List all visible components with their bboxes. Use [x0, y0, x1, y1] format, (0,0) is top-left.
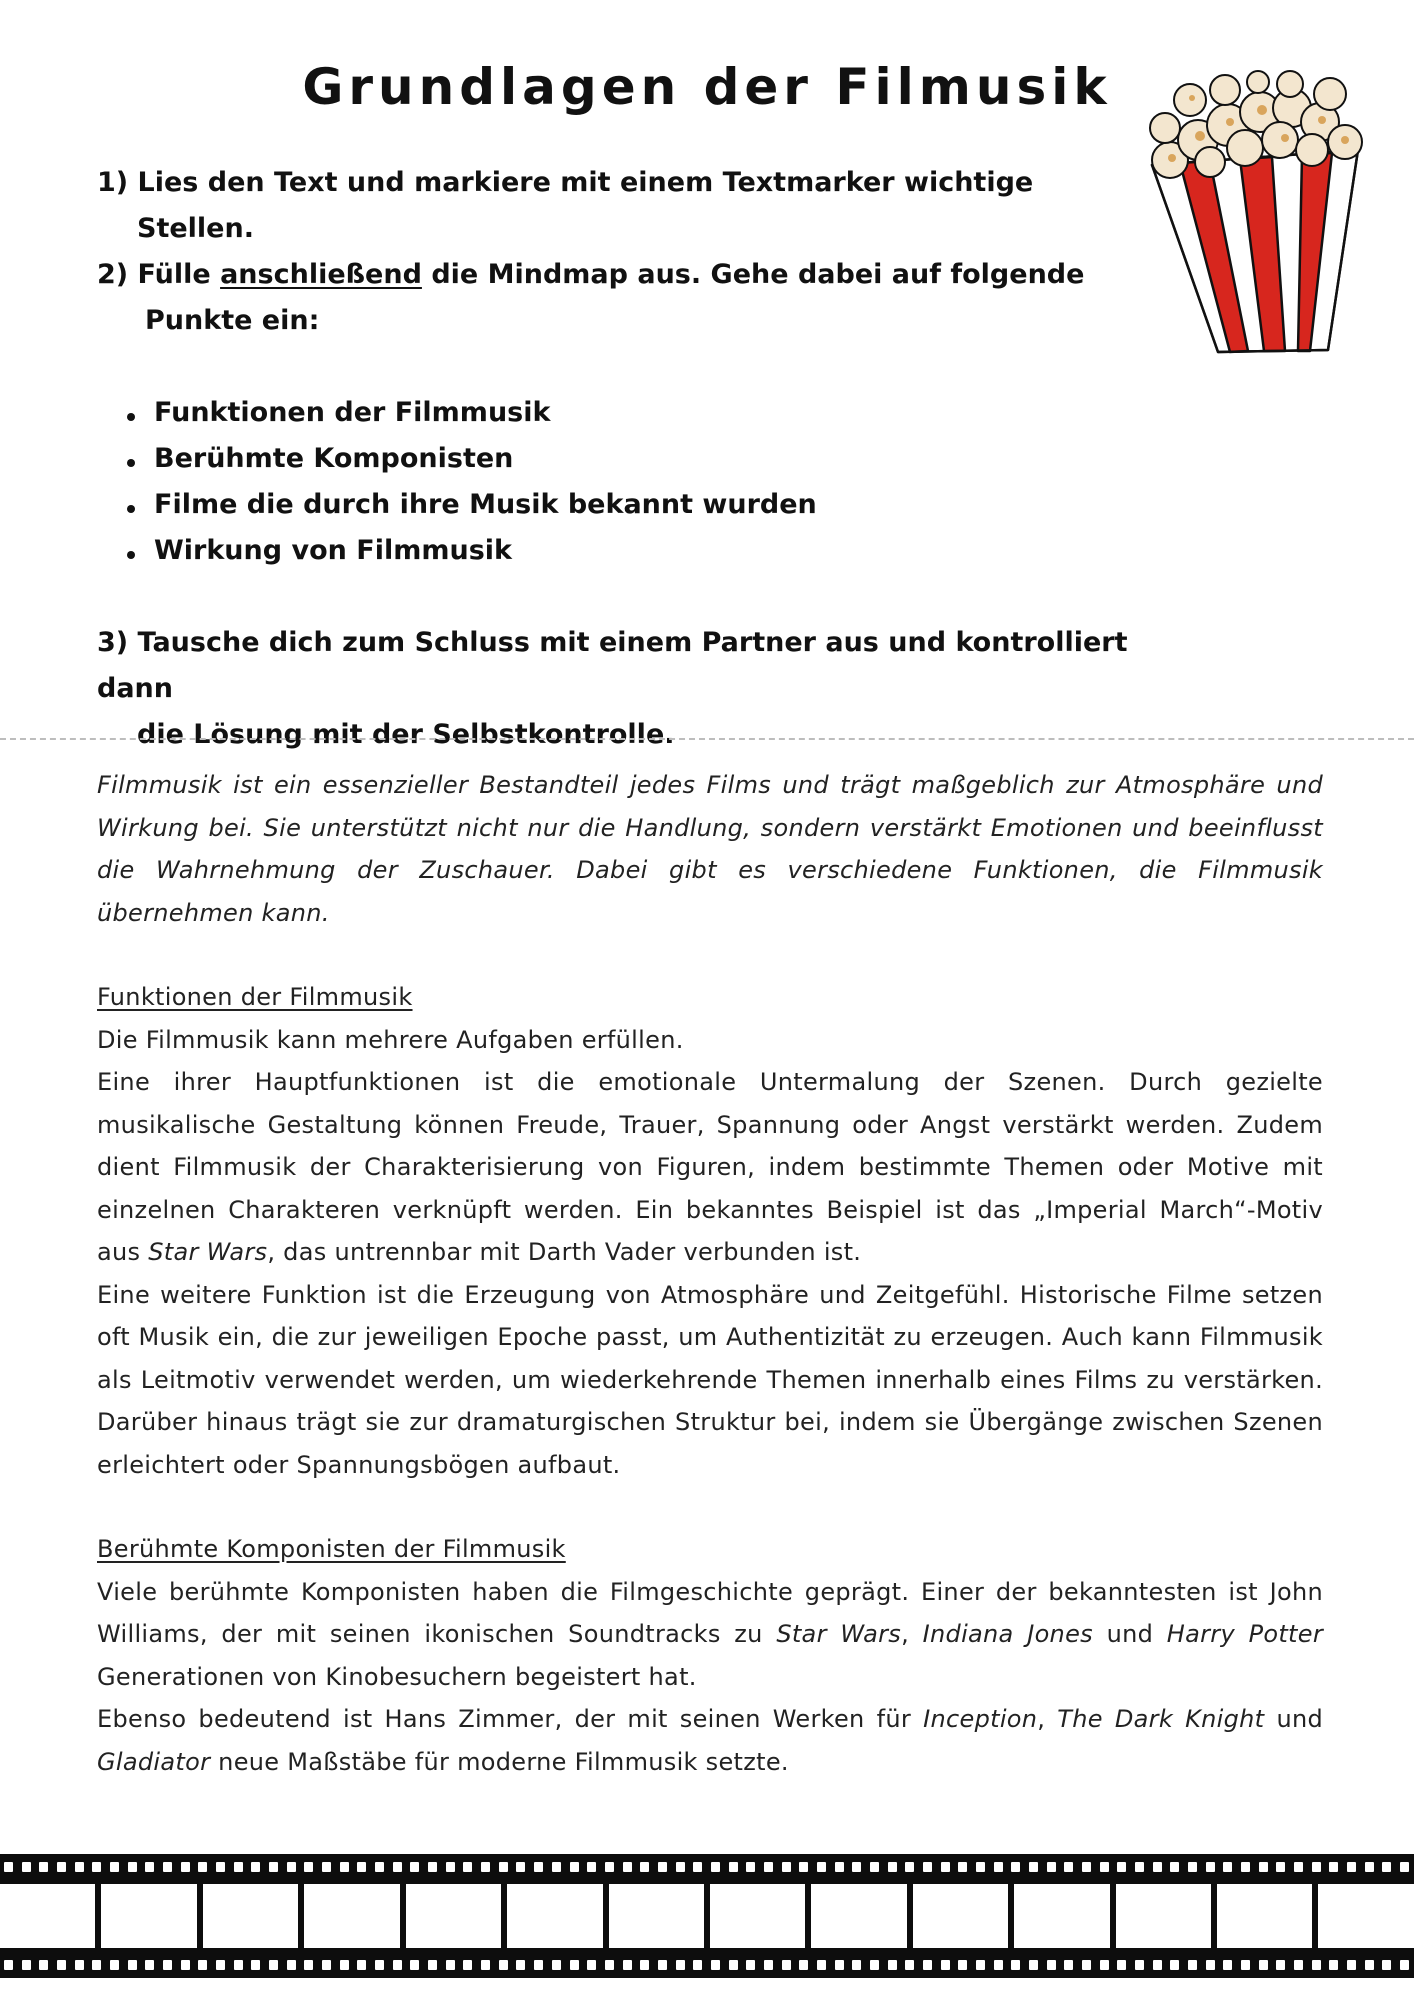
film-perforation — [852, 1862, 861, 1872]
film-perforation — [393, 1960, 402, 1970]
film-perforation — [905, 1960, 914, 1970]
film-perforation — [1011, 1862, 1020, 1872]
film-perforation — [1170, 1960, 1179, 1970]
film-perforation — [428, 1862, 437, 1872]
film-perforation — [1347, 1862, 1356, 1872]
topic-bullet-list — [97, 390, 1197, 574]
film-perforation — [1241, 1862, 1250, 1872]
film-perforation — [1400, 1960, 1409, 1970]
film-perforation — [145, 1960, 154, 1970]
film-perforation — [976, 1862, 985, 1872]
film-perforation — [941, 1862, 950, 1872]
film-title: Star Wars — [776, 1620, 902, 1648]
film-perforation — [110, 1960, 119, 1970]
film-perforation — [711, 1960, 720, 1970]
reading-text — [97, 764, 1323, 1783]
film-perforation — [587, 1862, 596, 1872]
film-perforation — [1382, 1862, 1391, 1872]
film-perforation — [1082, 1862, 1091, 1872]
film-perforation — [39, 1862, 48, 1872]
film-perforation — [216, 1960, 225, 1970]
film-perforation — [463, 1862, 472, 1872]
film-perforation — [481, 1862, 490, 1872]
film-title: Gladiator — [97, 1747, 211, 1776]
film-perforation — [357, 1862, 366, 1872]
film-perforation — [1259, 1862, 1268, 1872]
list-item: Berühmte Komponisten — [127, 436, 1197, 482]
film-perforation — [1259, 1960, 1268, 1970]
film-perforation — [446, 1862, 455, 1872]
film-perforation — [57, 1862, 66, 1872]
film-perforation — [410, 1960, 419, 1970]
film-perforation — [481, 1960, 490, 1970]
film-perforation — [110, 1862, 119, 1872]
film-perforation — [181, 1862, 190, 1872]
film-perforation — [4, 1960, 13, 1970]
film-perforation — [287, 1960, 296, 1970]
film-perforation — [1365, 1960, 1374, 1970]
paragraph: Die Filmmusik kann mehrere Aufgaben erfüllen. — [97, 1025, 684, 1054]
film-perforation — [322, 1862, 331, 1872]
film-perforation — [746, 1862, 755, 1872]
film-perforation — [516, 1862, 525, 1872]
film-perforation — [92, 1960, 101, 1970]
film-perforation — [1241, 1960, 1250, 1970]
film-perforation — [1276, 1862, 1285, 1872]
film-perforation — [640, 1960, 649, 1970]
film-perforation — [269, 1862, 278, 1872]
film-perforation — [799, 1862, 808, 1872]
film-perforation — [216, 1862, 225, 1872]
film-perforation — [1047, 1862, 1056, 1872]
film-perforation — [322, 1960, 331, 1970]
film-perforation — [1064, 1960, 1073, 1970]
film-perforation — [198, 1862, 207, 1872]
film-perforation — [1011, 1960, 1020, 1970]
task-2: 2) Fülle anschließend die Mindmap aus. Gehe dabei auf folgende — [97, 259, 1085, 290]
film-perforation — [1082, 1960, 1091, 1970]
film-perforation — [39, 1960, 48, 1970]
film-perforation — [463, 1960, 472, 1970]
film-perforation — [499, 1960, 508, 1970]
film-perforation — [817, 1862, 826, 1872]
film-perforation — [570, 1862, 579, 1872]
film-perforation — [357, 1960, 366, 1970]
film-perforation — [1170, 1862, 1179, 1872]
film-perforation — [304, 1862, 313, 1872]
film-perforation — [1100, 1960, 1109, 1970]
paragraph: Eine weitere Funktion ist die Erzeugung von Atmosphäre und Zeitgefühl. Historische Filme setzen oft Musik ein, die zur jeweiligen Epoche passt, um Authentizität zu erzeugen. Auch kann Filmmusik als Leitmotiv verwendet werden, um wiederkehrende Themen innerhalb eines Films zu verstärken. Darüber hinaus trägt sie zur dramaturgischen Struktur bei, indem sie Übergänge zwischen Szenen erleichtert oder Spannungsbögen aufbaut. — [97, 1280, 1323, 1479]
film-perforation — [1329, 1862, 1338, 1872]
film-perforation — [1153, 1862, 1162, 1872]
film-perforation — [1188, 1862, 1197, 1872]
task-instructions — [97, 160, 1197, 758]
film-perforation — [1347, 1960, 1356, 1970]
paragraph: Ebenso bedeutend ist Hans Zimmer, der mit seinen Werken für Inception, The Dark Knight und Gladiator neue Maßstäbe für moderne Filmmusik setzte. — [97, 1705, 1324, 1776]
emphasis-underlined: anschließend — [220, 259, 422, 290]
film-perforation — [658, 1960, 667, 1970]
film-perforation — [128, 1960, 137, 1970]
film-perforation — [958, 1862, 967, 1872]
film-perforation — [623, 1862, 632, 1872]
film-title: Indiana Jones — [922, 1620, 1093, 1648]
film-perforation — [75, 1862, 84, 1872]
film-perforation — [923, 1960, 932, 1970]
film-title: Star Wars — [148, 1238, 268, 1266]
film-perforation — [676, 1960, 685, 1970]
film-perforation — [570, 1960, 579, 1970]
film-perforation — [287, 1862, 296, 1872]
film-perforation — [1276, 1960, 1285, 1970]
film-perforation — [640, 1862, 649, 1872]
film-perforation — [923, 1862, 932, 1872]
film-perforation — [145, 1862, 154, 1872]
film-perforation — [92, 1862, 101, 1872]
film-perforation — [835, 1862, 844, 1872]
film-perforation — [181, 1960, 190, 1970]
film-perforation — [1294, 1960, 1303, 1970]
film-perforations-top — [4, 1862, 1410, 1872]
list-item: Funktionen der Filmmusik — [127, 390, 1197, 436]
film-perforation — [976, 1960, 985, 1970]
paragraph: Eine ihrer Hauptfunktionen ist die emotionale Untermalung der Szenen. Durch gezielte musikalische Gestaltung können Freude, Trauer, Spannung oder Angst verstärkt werden. Zudem dient Filmmusik der Charakterisierung von Figuren, indem bestimmte Themen oder Motive mit einzelnen Charakteren verknüpft werden. Ein bekanntes Beispiel ist das „Imperial March“-Motiv aus Star Wars, das untrennbar mit Darth Vader verbunden ist. — [97, 1068, 1323, 1266]
film-perforation — [75, 1960, 84, 1970]
film-perforation — [764, 1960, 773, 1970]
film-perforation — [4, 1862, 13, 1872]
film-title: Inception — [923, 1705, 1038, 1733]
film-perforation — [1206, 1960, 1215, 1970]
film-perforation — [1064, 1862, 1073, 1872]
film-perforation — [1312, 1862, 1321, 1872]
film-perforation — [676, 1862, 685, 1872]
film-perforation — [764, 1862, 773, 1872]
film-strip-icon — [0, 1854, 1414, 1978]
film-perforation — [163, 1862, 172, 1872]
film-perforation — [623, 1960, 632, 1970]
film-perforation — [1100, 1862, 1109, 1872]
film-perforation — [251, 1960, 260, 1970]
film-perforation — [994, 1862, 1003, 1872]
film-perforation — [1047, 1960, 1056, 1970]
task-1-continuation: Stellen. — [137, 213, 254, 244]
film-perforation — [128, 1862, 137, 1872]
film-perforation — [304, 1960, 313, 1970]
film-perforation — [870, 1960, 879, 1970]
film-perforation — [375, 1862, 384, 1872]
film-perforation — [711, 1862, 720, 1872]
paragraph: Viele berühmte Komponisten haben die Filmgeschichte geprägt. Einer der bekanntesten ist John Williams, der mit seinen ikonischen Soundtracks zu Star Wars, Indiana Jones und Harry Potter Generationen von Kinobesuchern begeistert hat. — [97, 1577, 1324, 1691]
list-item: Wirkung von Filmmusik — [127, 528, 1197, 574]
film-perforation — [1312, 1960, 1321, 1970]
film-perforation — [658, 1862, 667, 1872]
film-perforation — [57, 1960, 66, 1970]
film-perforation — [516, 1960, 525, 1970]
film-perforation — [941, 1960, 950, 1970]
film-perforations-bottom — [4, 1960, 1410, 1970]
film-perforation — [1382, 1960, 1391, 1970]
film-perforation — [552, 1960, 561, 1970]
film-perforation — [410, 1862, 419, 1872]
film-perforation — [198, 1960, 207, 1970]
section-heading-functions: Funktionen der Filmmusik — [97, 983, 413, 1011]
task-3: 3) Tausche dich zum Schluss mit einem Partner aus und kontrolliert dann — [97, 627, 1128, 704]
film-perforation — [1188, 1960, 1197, 1970]
film-perforation — [340, 1960, 349, 1970]
film-perforation — [251, 1862, 260, 1872]
film-perforation — [375, 1960, 384, 1970]
film-perforation — [499, 1862, 508, 1872]
film-perforation — [1135, 1960, 1144, 1970]
film-perforation — [693, 1960, 702, 1970]
film-perforation — [958, 1960, 967, 1970]
film-perforation — [729, 1862, 738, 1872]
list-item: Filme die durch ihre Musik bekannt wurden — [127, 482, 1197, 528]
film-perforation — [22, 1960, 31, 1970]
film-perforation — [1223, 1960, 1232, 1970]
film-frames — [0, 1884, 1414, 1948]
film-perforation — [994, 1960, 1003, 1970]
film-perforation — [746, 1960, 755, 1970]
film-perforation — [552, 1862, 561, 1872]
film-perforation — [1294, 1862, 1303, 1872]
film-perforation — [1135, 1862, 1144, 1872]
film-perforation — [587, 1960, 596, 1970]
film-perforation — [269, 1960, 278, 1970]
film-perforation — [163, 1960, 172, 1970]
film-perforation — [446, 1960, 455, 1970]
film-perforation — [534, 1862, 543, 1872]
task-3-continuation: die Lösung mit der Selbstkontrolle. — [137, 719, 675, 750]
film-perforation — [1153, 1960, 1162, 1970]
film-perforation — [234, 1960, 243, 1970]
film-perforation — [534, 1960, 543, 1970]
task-2-continuation: Punkte ein: — [145, 305, 320, 336]
film-perforation — [234, 1862, 243, 1872]
film-perforation — [340, 1862, 349, 1872]
film-perforation — [870, 1862, 879, 1872]
page-title: Grundlagen der Filmusik — [302, 58, 1112, 116]
film-perforation — [799, 1960, 808, 1970]
dashed-divider — [0, 738, 1414, 740]
film-perforation — [1365, 1862, 1374, 1872]
film-perforation — [817, 1960, 826, 1970]
film-perforation — [782, 1862, 791, 1872]
intro-paragraph: Filmmusik ist ein essenzieller Bestandteil jedes Films und trägt maßgeblich zur Atmosphäre und Wirkung bei. Sie unterstützt nicht nur die Handlung, sondern verstärkt Emotionen und beeinflusst die Wahrnehmung der Zuschauer. Dabei gibt es verschiedene Funktionen, die Filmmusik übernehmen kann. — [97, 771, 1323, 927]
film-perforation — [605, 1960, 614, 1970]
film-perforation — [1029, 1960, 1038, 1970]
task-1: 1) Lies den Text und markiere mit einem Textmarker wichtige — [97, 167, 1034, 198]
film-perforation — [888, 1862, 897, 1872]
film-perforation — [852, 1960, 861, 1970]
film-perforation — [1117, 1960, 1126, 1970]
film-title: Harry Potter — [1166, 1620, 1324, 1648]
film-perforation — [782, 1960, 791, 1970]
film-perforation — [905, 1862, 914, 1872]
film-perforation — [729, 1960, 738, 1970]
film-perforation — [22, 1862, 31, 1872]
film-perforation — [1223, 1862, 1232, 1872]
film-perforation — [605, 1862, 614, 1872]
film-perforation — [1329, 1960, 1338, 1970]
film-perforation — [393, 1862, 402, 1872]
film-perforation — [888, 1960, 897, 1970]
film-perforation — [835, 1960, 844, 1970]
film-perforation — [1029, 1862, 1038, 1872]
film-perforation — [1400, 1862, 1409, 1872]
film-title: The Dark Knight — [1057, 1705, 1265, 1733]
film-perforation — [428, 1960, 437, 1970]
section-heading-composers: Berühmte Komponisten der Filmmusik — [97, 1535, 566, 1563]
film-perforation — [1117, 1862, 1126, 1872]
film-perforation — [693, 1862, 702, 1872]
film-perforation — [1206, 1862, 1215, 1872]
